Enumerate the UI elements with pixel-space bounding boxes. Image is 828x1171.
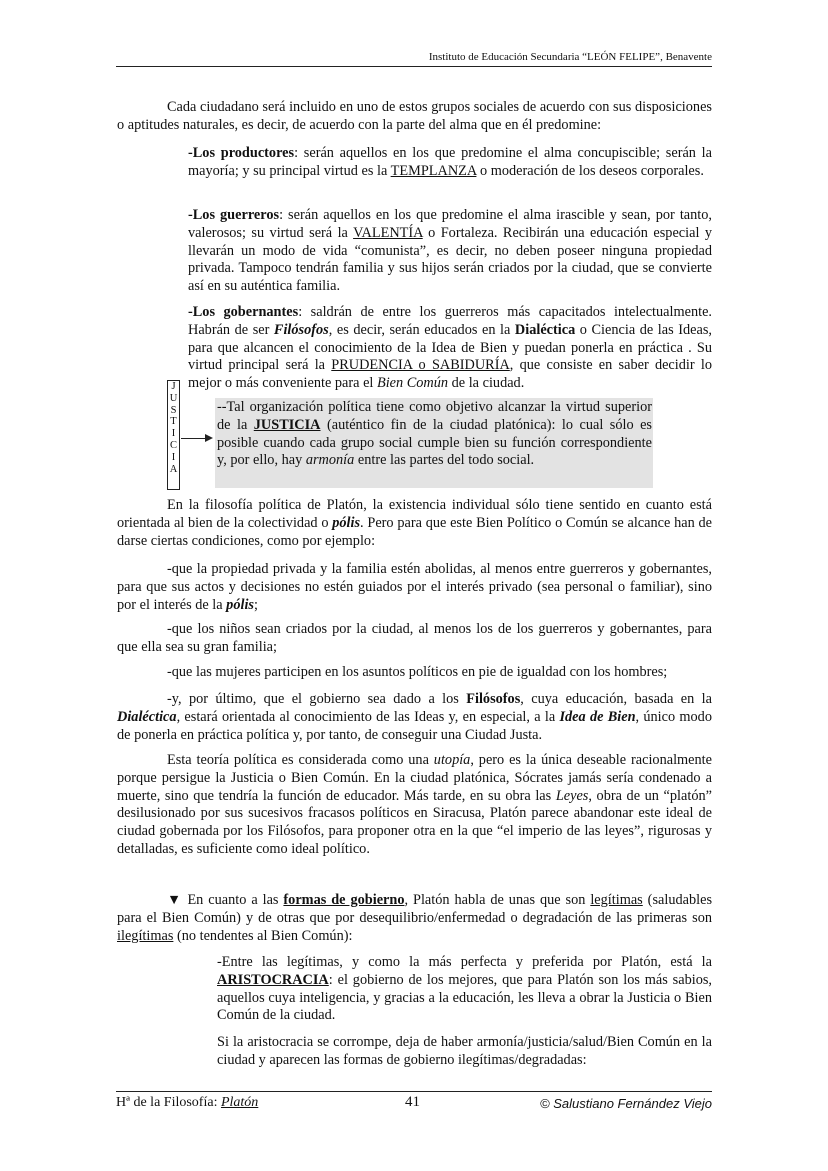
justicia-text-1: --Tal organización política tiene como objetivo alcanzar la virtud superior de la bbox=[217, 399, 652, 433]
formas-text-1: En cuanto a las bbox=[182, 892, 284, 908]
leyes-term: Leyes bbox=[555, 787, 589, 804]
bien-comun-term: Bien Común bbox=[376, 375, 449, 392]
condition-1-text-2: ; bbox=[253, 596, 258, 613]
side-letter: C bbox=[169, 439, 177, 451]
aristocracia-term: ARISTOCRACIA bbox=[217, 971, 329, 988]
justicia-term: JUSTICIA bbox=[253, 416, 321, 433]
formas-text-3: (saludables para el Bien Común) y de otras que por desequilibrio/enfermedad o degradación de las primeras son bbox=[117, 892, 713, 926]
guerreros-label: -Los guerreros bbox=[188, 207, 280, 223]
formas-text-4: (no tendentes al Bien Común): bbox=[173, 927, 353, 944]
justicia-text-2: (auténtico fin de la ciudad platónica): lo cual sólo es posible cuando cada grupo social cumple bien su función correspondiente y, por ello, hay bbox=[217, 416, 652, 469]
guerreros-text-1: : serán aquellos en los que predomine el alma irascible y sean, por tanto, valerosos; su virtud será la bbox=[188, 207, 712, 241]
justicia-text-3: entre las partes del todo social. bbox=[354, 452, 535, 469]
formas-term: formas de gobierno bbox=[283, 892, 405, 908]
side-letter: J bbox=[171, 381, 176, 392]
gobernantes-text-2: , es decir, serán educados en la bbox=[328, 321, 515, 338]
footer-author: © Salustiano Fernández Viejo bbox=[540, 1096, 712, 1111]
aristocracia-text-1: -Entre las legítimas, y como la más perfecta y preferida por Platón, está la bbox=[217, 954, 712, 970]
aristocracia-paragraph bbox=[217, 954, 712, 1025]
polis-text-1: En la filosofía política de Platón, la existencia individual sólo tiene sentido en cuanto está orientada al bien de la colectividad o bbox=[117, 497, 712, 531]
productores-label: -Los productores bbox=[188, 145, 295, 161]
armonia-term: armonía bbox=[305, 452, 355, 469]
condition-4-text-4: , único modo de ponerla en práctica política y, por tanto, de conseguir una Ciudad Justa. bbox=[117, 708, 712, 743]
productores-paragraph bbox=[188, 145, 712, 181]
polis-term: pólis bbox=[332, 514, 361, 531]
formas-gobierno-paragraph bbox=[117, 892, 712, 945]
polis-term: pólis bbox=[226, 596, 254, 613]
ilegitimas-term: ilegítimas bbox=[117, 927, 174, 944]
condition-1-text-1: -que la propiedad privada y la familia estén abolidas, al menos entre guerreros y gobernantes, para que sus actos y decisiones no estén guiados por el interés privado (sea personal o familiar), sino por el interés de la bbox=[117, 561, 712, 613]
filosofos-term: Filósofos bbox=[273, 321, 329, 338]
gobernantes-text-5: de la ciudad. bbox=[448, 375, 525, 392]
productores-text-1: : serán aquellos en los que predomine el alma concupiscible; serán la mayoría; y su principal virtud es la bbox=[188, 145, 713, 179]
utopia-term: utopía bbox=[433, 752, 471, 768]
side-letter: T bbox=[170, 416, 177, 428]
gobernantes-text-4: , que consiste en saber decidir lo mejor o más conveniente para el bbox=[188, 357, 712, 392]
dialectica-term: Dialéctica bbox=[514, 321, 576, 338]
page-number: 41 bbox=[405, 1094, 420, 1110]
filosofos-term: Filósofos bbox=[466, 691, 521, 707]
legitimas-term: legítimas bbox=[590, 892, 643, 908]
footer-title: Platón bbox=[220, 1095, 259, 1110]
gobernantes-text-3: o Ciencia de las Ideas, para que alcancen el conocimiento de la Idea de Bien y puedan ponerla en práctica . Su virtud principal será la bbox=[188, 321, 712, 374]
polis-text-2: . Pero para que este Bien Político o Común se alcance han de darse ciertas condiciones, como por ejemplo: bbox=[117, 514, 712, 549]
valentia-term: VALENTÍA bbox=[353, 224, 423, 241]
header-rule bbox=[116, 66, 712, 67]
guerreros-text-2: o Fortaleza. Recibirán una educación especial y llevarán un modo de vida “comunista”, es decir, no deben poseer ninguna propiedad privada. Tampoco tendrán familia y sus hijos serán criados por la ciudad, que se convierte así en su auténtica familia. bbox=[188, 224, 712, 295]
condition-4-text-2: , cuya educación, basada en la bbox=[520, 691, 712, 707]
condition-3: -que las mujeres participen en los asuntos políticos en pie de igualdad con los hombres; bbox=[167, 664, 668, 680]
templanza-term: TEMPLANZA bbox=[390, 162, 477, 179]
utopia-text-3: , obra de un “platón” desilusionado por sus sucesivos fracasos políticos en Siracusa, Platón parece abandonar este ideal de ciudad gobernada por los Filósofos, para proponer otra en la que “el imperio de las leyes”, rigurosas y detalladas, es suficiente como ideal político. bbox=[117, 787, 712, 857]
arrow-right-icon bbox=[181, 438, 207, 439]
side-letter: I bbox=[171, 451, 176, 463]
aristocracia-text-2: : el gobierno de los mejores, que para Platón son los más sabios, aquellos cuya inteligencia, y gracias a la educación, les lleva a obrar la Justicia o Bien Común de la ciudad. bbox=[217, 971, 712, 1024]
side-letter: S bbox=[170, 404, 177, 416]
formas-text-2: , Platón habla de unas que son bbox=[404, 892, 591, 908]
footer-prefix: Hª de la Filosofía: bbox=[116, 1095, 221, 1110]
productores-text-2: o moderación de los deseos corporales. bbox=[476, 162, 704, 179]
condition-4-text-1: -y, por último, que el gobierno sea dado a los bbox=[167, 691, 467, 707]
utopia-text-1: Esta teoría política es considerada como una bbox=[167, 752, 434, 768]
intro-paragraph: Cada ciudadano será incluido en uno de estos grupos sociales de acuerdo con sus disposiciones o aptitudes naturales, es decir, de acuerdo con la parte del alma que en él predomine: bbox=[117, 99, 712, 133]
justicia-paragraph bbox=[217, 399, 652, 470]
side-letter: I bbox=[171, 428, 176, 440]
footer-left bbox=[116, 1095, 258, 1111]
triangle-down-icon: ▼ bbox=[167, 892, 183, 908]
condition-4-text-3: , estará orientada al conocimiento de las Ideas y, en especial, a la bbox=[176, 708, 560, 725]
dialectica-term: Dialéctica bbox=[117, 708, 177, 725]
utopia-text-2: , pero es la única deseable racionalmente porque persigue la Justicia o Bien Común. En la ciudad platónica, Sócrates jamás sería condenado a muerte, sino que tendría la función de educador. Más tarde, en su obra las bbox=[117, 752, 712, 804]
prudencia-term: PRUDENCIA o SABIDURÍA bbox=[331, 357, 510, 374]
polis-paragraph bbox=[117, 497, 712, 550]
gobernantes-text-1: : saldrán de entre los guerreros más capacitados intelectualmente. Habrán de ser bbox=[188, 304, 712, 338]
corruption-paragraph: Si la aristocracia se corrompe, deja de haber armonía/justicia/salud/Bien Común en la ciudad y aparecen las formas de gobierno ilegítimas/degradadas: bbox=[217, 1034, 712, 1068]
side-letter: U bbox=[169, 392, 178, 404]
footer-rule bbox=[116, 1091, 712, 1092]
condition-1 bbox=[117, 561, 712, 614]
guerreros-paragraph bbox=[188, 207, 712, 296]
condition-4 bbox=[117, 691, 712, 744]
page-header: Instituto de Educación Secundaria “LEÓN FELIPE”, Benavente bbox=[428, 51, 712, 63]
utopia-paragraph bbox=[117, 752, 712, 859]
condition-2: -que los niños sean criados por la ciudad, al menos los de los guerreros y gobernantes, para que ella sea su gran familia; bbox=[117, 621, 712, 655]
arrow-head-icon bbox=[205, 434, 213, 442]
justicia-vertical-label bbox=[167, 380, 180, 490]
gobernantes-label: -Los gobernantes bbox=[188, 304, 299, 320]
idea-de-bien-term: Idea de Bien bbox=[559, 708, 636, 725]
gobernantes-paragraph bbox=[188, 304, 712, 393]
side-letter: A bbox=[169, 463, 178, 475]
